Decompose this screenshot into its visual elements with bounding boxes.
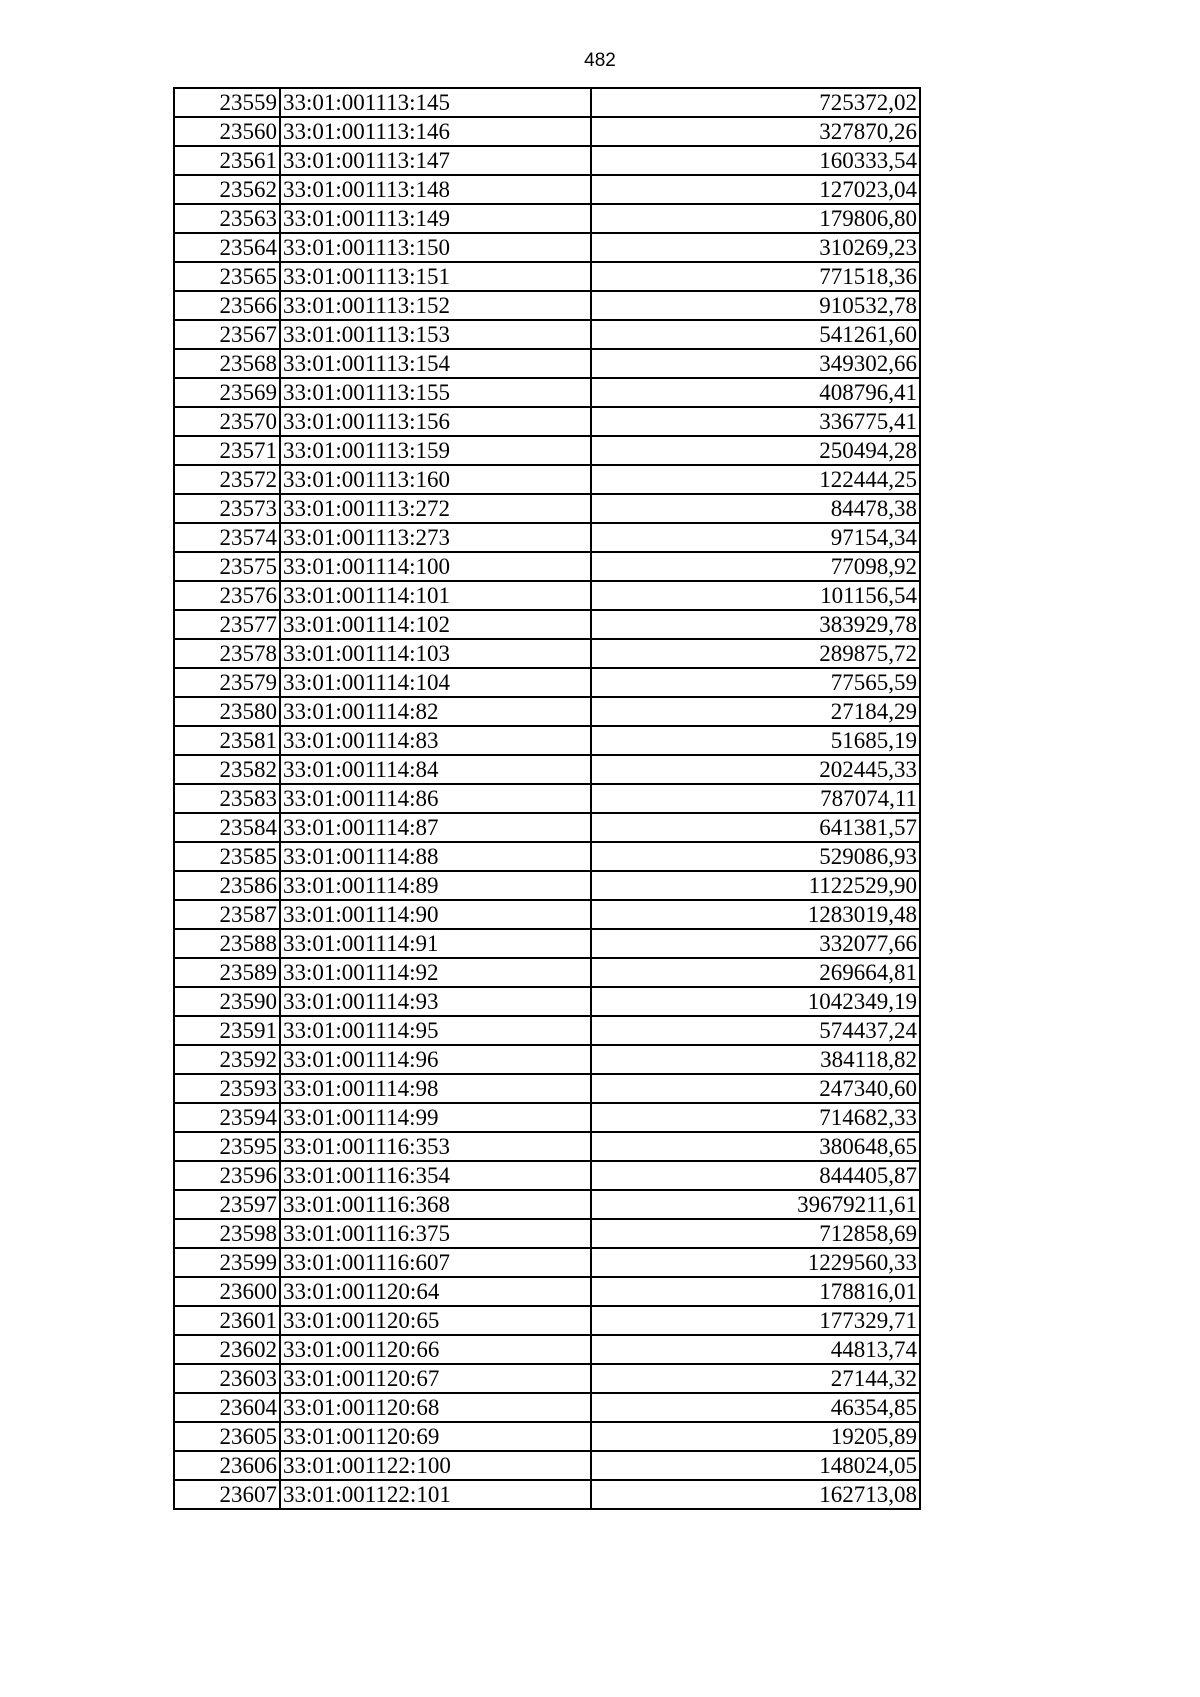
table-row <box>174 262 920 291</box>
table-row <box>174 987 920 1016</box>
row-number-cell: 23578 <box>174 639 280 668</box>
cadastral-number-cell: 33:01:001114:96 <box>280 1045 591 1074</box>
cadastral-number-cell: 33:01:001114:88 <box>280 842 591 871</box>
table-row <box>174 1335 920 1364</box>
cadastral-value-cell: 725372,02 <box>591 88 920 117</box>
row-number-cell: 23592 <box>174 1045 280 1074</box>
table-row <box>174 1422 920 1451</box>
table-row <box>174 349 920 378</box>
cadastral-number-cell: 33:01:001113:150 <box>280 233 591 262</box>
row-number-cell: 23602 <box>174 1335 280 1364</box>
cadastral-number-cell: 33:01:001114:92 <box>280 958 591 987</box>
cadastral-value-cell: 384118,82 <box>591 1045 920 1074</box>
cadastral-number-cell: 33:01:001120:64 <box>280 1277 591 1306</box>
cadastral-number-cell: 33:01:001120:69 <box>280 1422 591 1451</box>
row-number-cell: 23606 <box>174 1451 280 1480</box>
cadastral-value-cell: 787074,11 <box>591 784 920 813</box>
cadastral-value-cell: 202445,33 <box>591 755 920 784</box>
cadastral-value-cell: 383929,78 <box>591 610 920 639</box>
cadastral-number-cell: 33:01:001113:160 <box>280 465 591 494</box>
row-number-cell: 23572 <box>174 465 280 494</box>
cadastral-number-cell: 33:01:001114:102 <box>280 610 591 639</box>
cadastral-number-cell: 33:01:001120:66 <box>280 1335 591 1364</box>
cadastral-value-cell: 844405,87 <box>591 1161 920 1190</box>
cadastral-value-cell: 39679211,61 <box>591 1190 920 1219</box>
row-number-cell: 23571 <box>174 436 280 465</box>
table-row <box>174 88 920 117</box>
row-number-cell: 23577 <box>174 610 280 639</box>
cadastral-number-cell: 33:01:001114:95 <box>280 1016 591 1045</box>
row-number-cell: 23584 <box>174 813 280 842</box>
row-number-cell: 23581 <box>174 726 280 755</box>
cadastral-number-cell: 33:01:001116:354 <box>280 1161 591 1190</box>
table-row <box>174 175 920 204</box>
cadastral-number-cell: 33:01:001114:99 <box>280 1103 591 1132</box>
table-row <box>174 1393 920 1422</box>
row-number-cell: 23605 <box>174 1422 280 1451</box>
cadastral-number-cell: 33:01:001113:151 <box>280 262 591 291</box>
cadastral-value-cell: 910532,78 <box>591 291 920 320</box>
row-number-cell: 23589 <box>174 958 280 987</box>
cadastral-value-cell: 349302,66 <box>591 349 920 378</box>
cadastral-value-cell: 27184,29 <box>591 697 920 726</box>
row-number-cell: 23583 <box>174 784 280 813</box>
cadastral-value-cell: 19205,89 <box>591 1422 920 1451</box>
cadastral-number-cell: 33:01:001114:104 <box>280 668 591 697</box>
table-row <box>174 813 920 842</box>
table-row <box>174 117 920 146</box>
table-row <box>174 929 920 958</box>
cadastral-value-cell: 529086,93 <box>591 842 920 871</box>
cadastral-number-cell: 33:01:001114:93 <box>280 987 591 1016</box>
cadastral-number-cell: 33:01:001114:91 <box>280 929 591 958</box>
table-row <box>174 1277 920 1306</box>
cadastral-value-cell: 336775,41 <box>591 407 920 436</box>
cadastral-value-cell: 574437,24 <box>591 1016 920 1045</box>
table-row <box>174 581 920 610</box>
row-number-cell: 23574 <box>174 523 280 552</box>
row-number-cell: 23599 <box>174 1248 280 1277</box>
cadastral-number-cell: 33:01:001114:103 <box>280 639 591 668</box>
cadastral-number-cell: 33:01:001114:82 <box>280 697 591 726</box>
cadastral-number-cell: 33:01:001114:90 <box>280 900 591 929</box>
row-number-cell: 23575 <box>174 552 280 581</box>
cadastral-value-cell: 101156,54 <box>591 581 920 610</box>
cadastral-value-cell: 27144,32 <box>591 1364 920 1393</box>
row-number-cell: 23595 <box>174 1132 280 1161</box>
row-number-cell: 23593 <box>174 1074 280 1103</box>
table-row <box>174 1045 920 1074</box>
table-row <box>174 523 920 552</box>
cadastral-value-cell: 77565,59 <box>591 668 920 697</box>
cadastral-number-cell: 33:01:001114:84 <box>280 755 591 784</box>
table-row <box>174 784 920 813</box>
cadastral-number-cell: 33:01:001122:100 <box>280 1451 591 1480</box>
cadastral-number-cell: 33:01:001120:65 <box>280 1306 591 1335</box>
cadastral-value-cell: 122444,25 <box>591 465 920 494</box>
row-number-cell: 23561 <box>174 146 280 175</box>
row-number-cell: 23570 <box>174 407 280 436</box>
cadastral-number-cell: 33:01:001114:86 <box>280 784 591 813</box>
cadastral-number-cell: 33:01:001113:155 <box>280 378 591 407</box>
table-row <box>174 668 920 697</box>
cadastral-number-cell: 33:01:001114:100 <box>280 552 591 581</box>
table-row <box>174 900 920 929</box>
cadastral-number-cell: 33:01:001114:101 <box>280 581 591 610</box>
cadastral-number-cell: 33:01:001114:87 <box>280 813 591 842</box>
row-number-cell: 23582 <box>174 755 280 784</box>
row-number-cell: 23564 <box>174 233 280 262</box>
row-number-cell: 23604 <box>174 1393 280 1422</box>
cadastral-value-cell: 408796,41 <box>591 378 920 407</box>
row-number-cell: 23607 <box>174 1480 280 1509</box>
table-row <box>174 842 920 871</box>
row-number-cell: 23596 <box>174 1161 280 1190</box>
row-number-cell: 23588 <box>174 929 280 958</box>
cadastral-number-cell: 33:01:001120:68 <box>280 1393 591 1422</box>
cadastral-number-cell: 33:01:001113:154 <box>280 349 591 378</box>
cadastral-number-cell: 33:01:001113:148 <box>280 175 591 204</box>
table-row <box>174 639 920 668</box>
table-row <box>174 726 920 755</box>
cadastral-value-cell: 332077,66 <box>591 929 920 958</box>
cadastral-value-cell: 327870,26 <box>591 117 920 146</box>
row-number-cell: 23598 <box>174 1219 280 1248</box>
cadastral-number-cell: 33:01:001122:101 <box>280 1480 591 1509</box>
row-number-cell: 23567 <box>174 320 280 349</box>
table-row <box>174 1161 920 1190</box>
table-row <box>174 871 920 900</box>
cadastral-value-table <box>173 87 921 1510</box>
row-number-cell: 23585 <box>174 842 280 871</box>
row-number-cell: 23579 <box>174 668 280 697</box>
row-number-cell: 23591 <box>174 1016 280 1045</box>
row-number-cell: 23560 <box>174 117 280 146</box>
cadastral-value-cell: 641381,57 <box>591 813 920 842</box>
cadastral-number-cell: 33:01:001113:149 <box>280 204 591 233</box>
row-number-cell: 23597 <box>174 1190 280 1219</box>
table-row <box>174 320 920 349</box>
table-row <box>174 610 920 639</box>
cadastral-number-cell: 33:01:001113:159 <box>280 436 591 465</box>
table-row <box>174 146 920 175</box>
table-body <box>174 88 920 1509</box>
table-row <box>174 465 920 494</box>
cadastral-value-cell: 541261,60 <box>591 320 920 349</box>
table-row <box>174 291 920 320</box>
row-number-cell: 23590 <box>174 987 280 1016</box>
cadastral-number-cell: 33:01:001113:152 <box>280 291 591 320</box>
cadastral-number-cell: 33:01:001120:67 <box>280 1364 591 1393</box>
cadastral-number-cell: 33:01:001114:98 <box>280 1074 591 1103</box>
table-row <box>174 1103 920 1132</box>
cadastral-number-cell: 33:01:001113:153 <box>280 320 591 349</box>
table-row <box>174 1190 920 1219</box>
row-number-cell: 23573 <box>174 494 280 523</box>
table-row <box>174 1451 920 1480</box>
table-row <box>174 494 920 523</box>
row-number-cell: 23594 <box>174 1103 280 1132</box>
cadastral-value-cell: 177329,71 <box>591 1306 920 1335</box>
row-number-cell: 23568 <box>174 349 280 378</box>
table-row <box>174 1219 920 1248</box>
row-number-cell: 23559 <box>174 88 280 117</box>
cadastral-value-cell: 1122529,90 <box>591 871 920 900</box>
cadastral-value-cell: 178816,01 <box>591 1277 920 1306</box>
cadastral-value-cell: 250494,28 <box>591 436 920 465</box>
table-row <box>174 1364 920 1393</box>
cadastral-value-cell: 771518,36 <box>591 262 920 291</box>
table-row <box>174 436 920 465</box>
table-row <box>174 1016 920 1045</box>
row-number-cell: 23565 <box>174 262 280 291</box>
cadastral-value-cell: 127023,04 <box>591 175 920 204</box>
cadastral-value-cell: 148024,05 <box>591 1451 920 1480</box>
cadastral-number-cell: 33:01:001113:156 <box>280 407 591 436</box>
row-number-cell: 23600 <box>174 1277 280 1306</box>
cadastral-value-cell: 162713,08 <box>591 1480 920 1509</box>
row-number-cell: 23576 <box>174 581 280 610</box>
table-row <box>174 378 920 407</box>
cadastral-number-cell: 33:01:001116:375 <box>280 1219 591 1248</box>
row-number-cell: 23601 <box>174 1306 280 1335</box>
table-row <box>174 697 920 726</box>
cadastral-number-cell: 33:01:001114:89 <box>280 871 591 900</box>
cadastral-value-cell: 380648,65 <box>591 1132 920 1161</box>
table-row <box>174 1074 920 1103</box>
cadastral-number-cell: 33:01:001114:83 <box>280 726 591 755</box>
table-row <box>174 1306 920 1335</box>
page-number: 482 <box>584 50 616 71</box>
cadastral-number-cell: 33:01:001116:607 <box>280 1248 591 1277</box>
cadastral-value-cell: 1283019,48 <box>591 900 920 929</box>
table-row <box>174 407 920 436</box>
cadastral-value-cell: 269664,81 <box>591 958 920 987</box>
row-number-cell: 23603 <box>174 1364 280 1393</box>
cadastral-value-cell: 77098,92 <box>591 552 920 581</box>
cadastral-number-cell: 33:01:001113:272 <box>280 494 591 523</box>
cadastral-value-cell: 160333,54 <box>591 146 920 175</box>
cadastral-number-cell: 33:01:001116:353 <box>280 1132 591 1161</box>
cadastral-number-cell: 33:01:001116:368 <box>280 1190 591 1219</box>
row-number-cell: 23580 <box>174 697 280 726</box>
cadastral-value-cell: 289875,72 <box>591 639 920 668</box>
row-number-cell: 23562 <box>174 175 280 204</box>
row-number-cell: 23563 <box>174 204 280 233</box>
cadastral-value-cell: 84478,38 <box>591 494 920 523</box>
cadastral-value-cell: 179806,80 <box>591 204 920 233</box>
table-row <box>174 755 920 784</box>
row-number-cell: 23587 <box>174 900 280 929</box>
cadastral-number-cell: 33:01:001113:273 <box>280 523 591 552</box>
cadastral-value-cell: 97154,34 <box>591 523 920 552</box>
cadastral-value-cell: 712858,69 <box>591 1219 920 1248</box>
cadastral-number-cell: 33:01:001113:146 <box>280 117 591 146</box>
row-number-cell: 23569 <box>174 378 280 407</box>
cadastral-value-cell: 310269,23 <box>591 233 920 262</box>
cadastral-number-cell: 33:01:001113:147 <box>280 146 591 175</box>
table-row <box>174 233 920 262</box>
table-row <box>174 958 920 987</box>
table-row <box>174 1480 920 1509</box>
cadastral-value-cell: 714682,33 <box>591 1103 920 1132</box>
cadastral-value-cell: 46354,85 <box>591 1393 920 1422</box>
cadastral-value-cell: 44813,74 <box>591 1335 920 1364</box>
cadastral-number-cell: 33:01:001113:145 <box>280 88 591 117</box>
cadastral-value-cell: 247340,60 <box>591 1074 920 1103</box>
table-row <box>174 552 920 581</box>
table-row <box>174 1132 920 1161</box>
table-row <box>174 204 920 233</box>
cadastral-value-cell: 1042349,19 <box>591 987 920 1016</box>
table-row <box>174 1248 920 1277</box>
cadastral-value-cell: 51685,19 <box>591 726 920 755</box>
row-number-cell: 23586 <box>174 871 280 900</box>
row-number-cell: 23566 <box>174 291 280 320</box>
cadastral-value-cell: 1229560,33 <box>591 1248 920 1277</box>
